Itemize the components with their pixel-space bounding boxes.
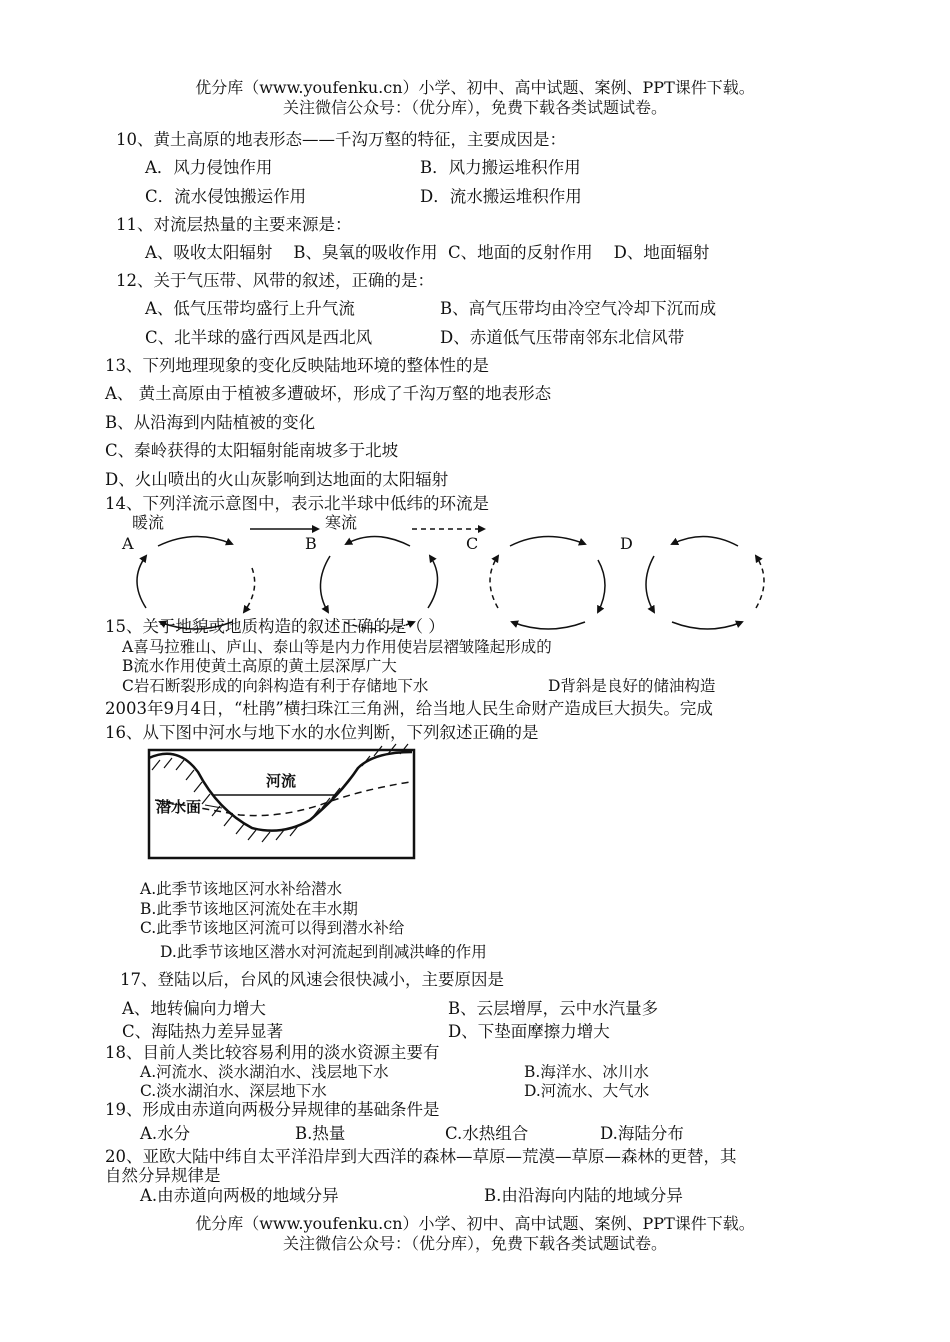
- q20-option-b: B.由沿海向内陆的地域分异: [484, 1186, 683, 1205]
- q19-option-a: A.水分: [140, 1124, 191, 1143]
- q20-stem-line-2: 自然分异规律是: [105, 1166, 221, 1185]
- q12-option-d: D、赤道低气压带南邻东北信风带: [440, 328, 685, 347]
- diagram-b-label: B: [305, 534, 317, 553]
- diagram-a-label: A: [122, 534, 134, 553]
- q15-option-c: C岩石断裂形成的向斜构造有利于存储地下水: [122, 677, 429, 695]
- q11-stem: 11、对流层热量的主要来源是：: [116, 215, 352, 234]
- q10-stem: 10、黄土高原的地表形态——千沟万壑的特征，主要成因是：: [116, 130, 566, 149]
- q17-stem: 17、登陆以后，台风的风速会很快减小，主要原因是: [120, 970, 504, 989]
- q10-option-a: A．风力侵蚀作用: [145, 158, 273, 177]
- legend-cold-label: 寒流: [325, 513, 358, 532]
- gyre-b: [320, 536, 437, 629]
- q13-option-c: C、秦岭获得的太阳辐射能南坡多于北坡: [105, 441, 399, 460]
- q20-option-a: A.由赤道向两极的地域分异: [140, 1186, 339, 1205]
- header-line-1: 优分库（www.youfenku.cn）小学、初中、高中试题、案例、PPT课件下载。: [195, 78, 755, 97]
- q16-option-b: B.此季节该地区河流处在丰水期: [140, 900, 358, 918]
- q10-option-b: B．风力搬运堆积作用: [420, 158, 581, 177]
- q15-option-b: B流水作用使黄土高原的黄土层深厚广大: [122, 657, 397, 675]
- q20-stem-line-1: 20、亚欧大陆中纬自太平洋沿岸到大西洋的森林—草原—荒漠—草原—森林的更替，其: [105, 1147, 737, 1166]
- q19-option-d: D.海陆分布: [600, 1124, 684, 1143]
- q18-stem: 18、目前人类比较容易利用的淡水资源主要有: [105, 1043, 440, 1062]
- q12-option-a: A、低气压带均盛行上升气流: [145, 299, 355, 318]
- q13-stem: 13、下列地理现象的变化反映陆地环境的整体性的是: [105, 356, 489, 375]
- q13-option-d: D、火山喷出的火山灰影响到达地面的太阳辐射: [105, 470, 449, 489]
- q19-option-b: B.热量: [295, 1124, 346, 1143]
- q13-option-a: A、 黄土高原由于植被多遭破坏，形成了千沟万壑的地表形态: [105, 384, 552, 403]
- q15-option-a: A喜马拉雅山、庐山、泰山等是内力作用使岩层褶皱隆起形成的: [122, 638, 552, 656]
- context-line: 2003年9月4日，“杜鹃”横扫珠江三角洲，给当地人民生命财产造成巨大损失。完成: [105, 699, 713, 718]
- q13-option-b: B、从沿海到内陆植被的变化: [105, 413, 316, 432]
- legend-warm-label: 暖流: [132, 513, 165, 532]
- q10-option-c: C．流水侵蚀搬运作用: [145, 187, 307, 206]
- q18-option-d: D.河流水、大气水: [524, 1082, 650, 1100]
- gyre-a: [137, 536, 255, 629]
- q18-option-a: A.河流水、淡水湖泊水、浅层地下水: [140, 1063, 389, 1081]
- q15-stem: 15、关于地貌或地质构造的叙述正确的是（ ）: [105, 617, 445, 636]
- q12-option-c: C、北半球的盛行西风是西北风: [145, 328, 373, 347]
- footer-line-2: 关注微信公众号：（优分库），免费下载各类试题试卷。: [282, 1234, 667, 1253]
- q14-stem: 14、下列洋流示意图中，表示北半球中低纬的环流是: [105, 494, 489, 513]
- header-line-2: 关注微信公众号：（优分库），免费下载各类试题试卷。: [282, 98, 667, 117]
- q16-option-a: A.此季节该地区河水补给潜水: [140, 880, 343, 898]
- q17-option-a: A、地转偏向力增大: [122, 999, 266, 1018]
- q17-option-b: B、云层增厚，云中水汽量多: [448, 999, 659, 1018]
- q16-stem: 16、从下图中河水与地下水的水位判断，下列叙述正确的是: [105, 723, 539, 742]
- q12-stem: 12、关于气压带、风带的叙述，正确的是：: [116, 271, 434, 290]
- gyre-c: [490, 536, 605, 629]
- diagram-d-label: D: [620, 534, 633, 553]
- q17-option-d: D、下垫面摩擦力增大: [448, 1022, 610, 1041]
- q19-stem: 19、形成由赤道向两极分异规律的基础条件是: [105, 1100, 440, 1119]
- q18-option-b: B.海洋水、冰川水: [524, 1063, 649, 1081]
- q16-option-d: D.此季节该地区潜水对河流起到削减洪峰的作用: [160, 943, 487, 961]
- footer-line-1: 优分库（www.youfenku.cn）小学、初中、高中试题、案例、PPT课件下载。: [195, 1214, 755, 1233]
- q17-option-c: C、海陆热力差异显著: [122, 1022, 284, 1041]
- diagram-c-label: C: [466, 534, 479, 553]
- q19-option-c: C.水热组合: [445, 1124, 529, 1143]
- water-table-label: 潜水面: [156, 798, 202, 816]
- q11-options: A、吸收太阳辐射 B、臭氧的吸收作用 C、地面的反射作用 D、地面辐射: [145, 243, 710, 262]
- q10-option-d: D．流水搬运堆积作用: [420, 187, 582, 206]
- gyre-d: [646, 536, 764, 629]
- q12-option-b: B、高气压带均由冷空气冷却下沉而成: [440, 299, 717, 318]
- q15-option-d: D背斜是良好的储油构造: [548, 677, 716, 695]
- q16-option-c: C.此季节该地区河流可以得到潜水补给: [140, 919, 405, 937]
- q18-option-c: C.淡水湖泊水、深层地下水: [140, 1082, 327, 1100]
- river-label: 河流: [266, 772, 297, 790]
